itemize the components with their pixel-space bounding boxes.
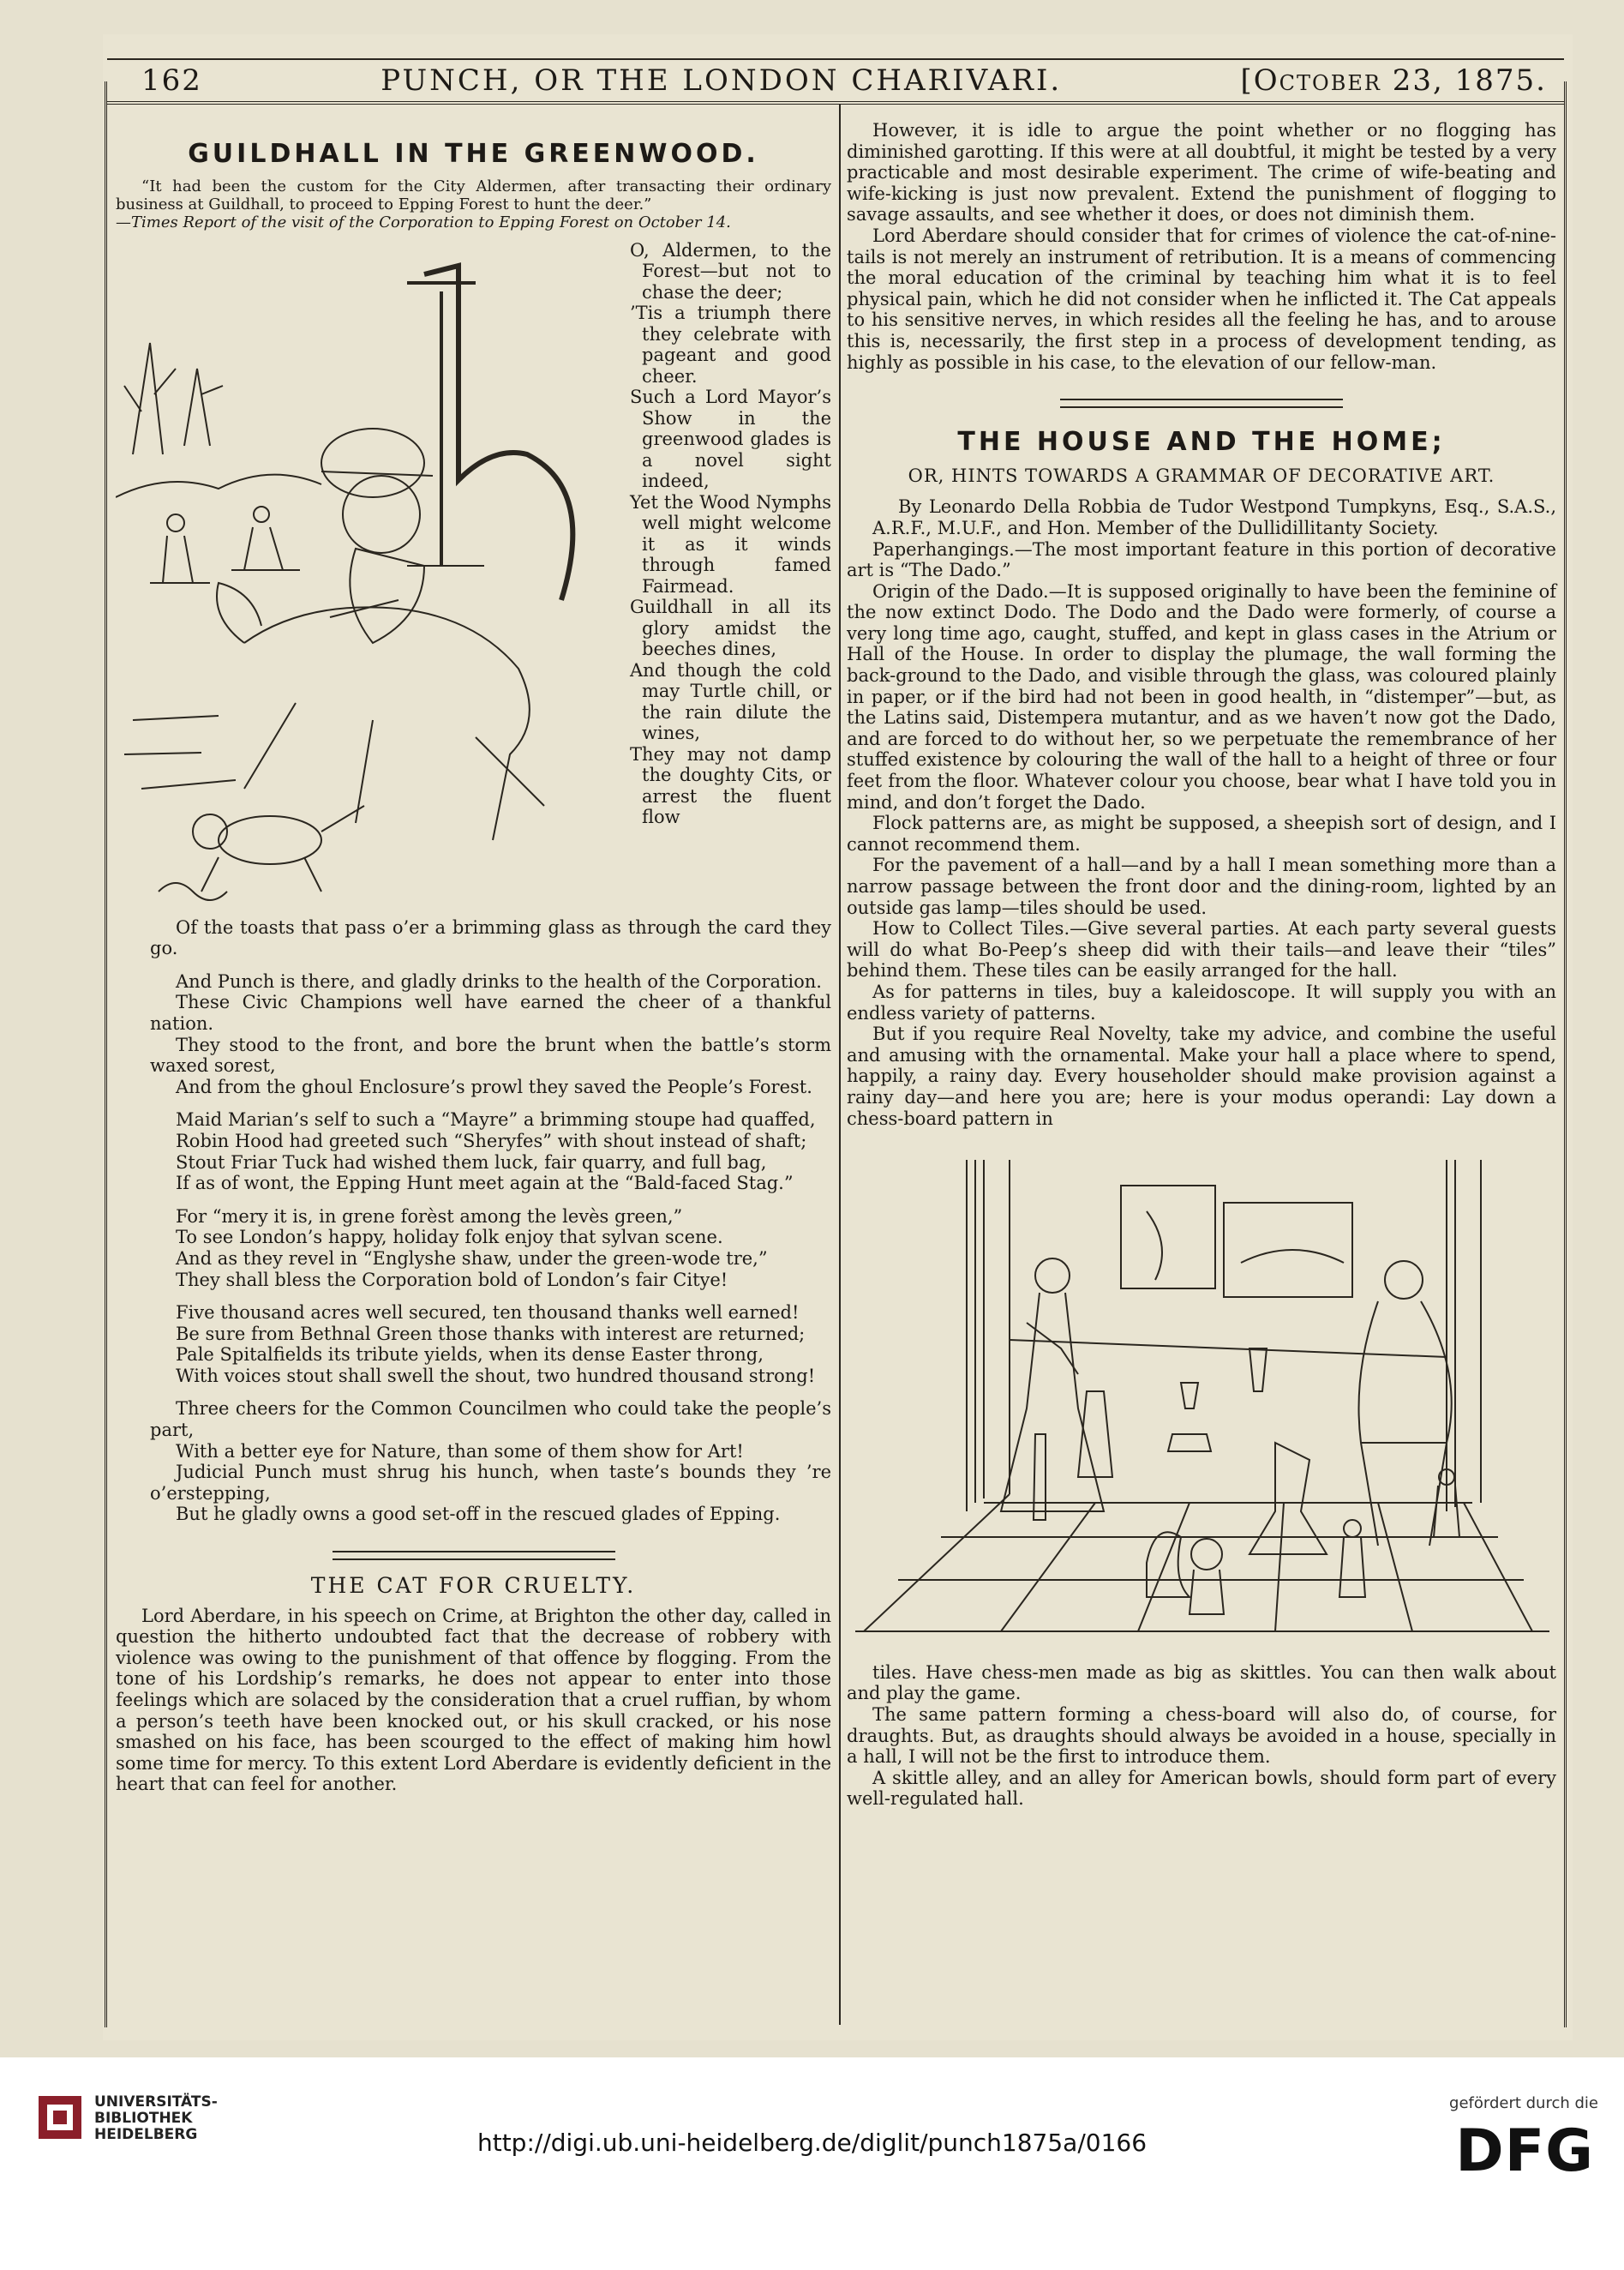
- cat-paragraph: However, it is idle to argue the point whether or no flogging has diminished garotting. If this were at all doubtful, it might be tested by a very practicable and most desirable experiment. The crime of wife-beating and wife-kicking is just now prevalent. Extend the punishment of flogging to savage assaults, and see whether it does, or does not diminish them.: [847, 120, 1556, 225]
- viewer-footer: [0, 2057, 1624, 2270]
- poem-line: If as of wont, the Epping Hunt meet again at the “Bald-faced Stag.”: [176, 1173, 794, 1194]
- poem-line: Robin Hood had greeted such “Sheryfes” with shout instead of shaft;: [176, 1130, 807, 1151]
- house-paragraph: For the pavement of a hall—and by a hall I mean something more than a narrow passage between the front door and the dining-room, lighted by an outside gas lamp—tiles should be used.: [847, 855, 1556, 918]
- hunting-illustration: [116, 240, 630, 917]
- house-paragraph: tiles. Have chess-men made as big as skittles. You can then walk about and play the game.: [847, 1661, 1556, 1704]
- house-paragraph: How to Collect Tiles.—Give several parties. At each party several guests will do what Bo-Peep’s sheep did with their tails—and leave their “tiles” behind them. These tiles can be easily arranged for the hall.: [847, 918, 1556, 982]
- poem-line: They may not damp the doughty Cits, or arrest the fluent flow: [630, 743, 831, 828]
- poem-stanza: [116, 1109, 831, 1193]
- chess-hall-illustration: [847, 1151, 1556, 1648]
- source-url-link[interactable]: http://digi.ub.uni-heidelberg.de/diglit/punch1875a/0166: [476, 2129, 1148, 2157]
- masthead: PUNCH, OR THE LONDON CHARIVARI.: [381, 63, 1063, 98]
- section-separator: [1060, 399, 1343, 408]
- logo-line: UNIVERSITÄTS-: [94, 2093, 218, 2111]
- poem-line: And as they revel in “Englyshe shaw, under the green-wode tre,”: [176, 1247, 768, 1269]
- column-divider: [839, 105, 841, 2025]
- poem-line: But he gladly owns a good set-off in the rescued glades of Epping.: [176, 1504, 781, 1525]
- poem-line: Judicial Punch must shrug his hunch, when taste’s bounds they ’re o’erstepping,: [150, 1462, 831, 1504]
- house-byline: By Leonardo Della Robbia de Tudor Westpond Tumpkyns, Esq., S.A.S., A.R.F., M.U.F., and Hon. Member of the Dullidillitanty Society.: [872, 496, 1556, 538]
- issue-date: [October 23, 1875.: [1240, 63, 1547, 98]
- poem-line: And Punch is there, and gladly drinks to the health of the Corporation.: [176, 970, 822, 992]
- poem-line: O, Aldermen, to the Forest—but not to chase the deer;: [630, 239, 831, 303]
- poem-line: Such a Lord Mayor’s Show in the greenwood glades is a novel sight indeed,: [630, 387, 831, 492]
- house-subtitle: OR, HINTS TOWARDS A GRAMMAR OF DECORATIVE ART.: [908, 465, 1495, 486]
- poem-line: Guildhall in all its glory amidst the beeches dines,: [630, 597, 831, 660]
- poem-line: Three cheers for the Common Councilmen who could take the people’s part,: [150, 1398, 831, 1441]
- guildhall-epigraph-source: —Times Report of the visit of the Corporation to Epping Forest on October 14.: [116, 213, 731, 231]
- poem-line: Stout Friar Tuck had wished them luck, fair quarry, and full bag,: [176, 1151, 767, 1173]
- section-separator: [333, 1551, 615, 1560]
- poem-line: With a better eye for Nature, than some of them show for Art!: [176, 1440, 744, 1462]
- poem-line: Pale Spitalfields its tribute yields, when its dense Easter throng,: [176, 1344, 764, 1366]
- cat-paragraph: Lord Aberdare should consider that for crimes of violence the cat-of-nine-tails is not merely an instrument of retribution. It is a means of commencing the moral education of the criminal by teaching him what it is to feel physical pain, which he did not consider when he inflicted it. The Cat appeals to his sensitive nerves, in which resides all the feeling he has, and to arouse this is, necessarily, the first step in a process of development tending, as highly as possible in his case, to the elevation of our fellow-man.: [847, 225, 1556, 373]
- poem-stanza: [116, 1398, 831, 1525]
- logo-line: HEIDELBERG: [94, 2126, 198, 2143]
- poem-line: They shall bless the Corporation bold of London’s fair Citye!: [176, 1269, 728, 1290]
- poem-line: Of the toasts that pass o’er a brimming glass as through the card they go.: [150, 916, 831, 959]
- left-column: [116, 120, 831, 1795]
- guildhall-title: GUILDHALL IN THE GREENWOOD.: [188, 139, 759, 169]
- house-paragraph: As for patterns in tiles, buy a kaleidoscope. It will supply you with an endless variety of patterns.: [847, 981, 1556, 1024]
- poem-line: Be sure from Bethnal Green those thanks with interest are returned;: [176, 1323, 806, 1344]
- house-paragraph: Origin of the Dado.—It is supposed originally to have been the feminine of the now extinct Dodo. The Dodo and the Dado were formerly, of course a very long time ago, caught, stuffed, and kept in glass cases in the Atrium or Hall of the House. In order to display the plumage, the wall forming the back-ground to the Dado, and visible through the glass, was coloured plainly in paper, or if the bird had not been in good health, in “distemper”—but, as the Latins said, Distempera mutantur, and as we haven’t now got the Dado, and are forced to do without her, so we perpetuate the remembrance of her stuffed existence by colouring the wall of the hall to a height of three or four feet from the floor. Whatever colour you choose, bear what I have told you in mind, and don’t forget the Dado.: [847, 580, 1556, 813]
- poem-stanza: [116, 1302, 831, 1386]
- poem-line: Five thousand acres well secured, ten thousand thanks well earned!: [176, 1302, 800, 1324]
- house-paragraph: Paperhangings.—The most important feature in this portion of decorative art is “The Dado.”: [847, 538, 1556, 581]
- poem-line: And from the ghoul Enclosure’s prowl they saved the People’s Forest.: [176, 1076, 812, 1097]
- poem-line: To see London’s happy, holiday folk enjoy that sylvan scene.: [176, 1227, 723, 1248]
- poem-line: For “mery it is, in grene forèst among the levès green,”: [176, 1205, 683, 1227]
- logo-line: BIBLIOTHEK: [94, 2110, 193, 2127]
- house-paragraph: The same pattern forming a chess-board will also do, of course, for draughts. But, as draughts should always be avoided in a house, specially in a hall, I will not be the first to introduce them.: [847, 1703, 1556, 1768]
- poem-line: Yet the Wood Nymphs well might welcome it as it winds through famed Fairmead.: [630, 491, 831, 597]
- poem-side-lines: [630, 240, 831, 917]
- cat-title: THE CAT FOR CRUELTY.: [310, 1573, 637, 1599]
- guildhall-epigraph: “It had been the custom for the City Aldermen, after transacting their ordinary business at Guildhall, to proceed to Epping Forest to hunt the deer.”: [116, 177, 831, 213]
- cat-paragraph: Lord Aberdare, in his speech on Crime, at Brighton the other day, called in question the hitherto undoubted fact that the decrease of robbery with violence was owing to the punishment of that offence by flogging. From the tone of his Lordship’s remarks, he does not appear to enter into those feelings which are solaced by the consideration that a cruel ruffian, by whom a person’s teeth have been knocked out, or his skull cracked, or his nose smashed on his face, has been scourged to the effect of making him howl some time for mercy. To this extent Lord Aberdare is evidently deficient in the heart that can feel for another.: [116, 1605, 831, 1795]
- house-paragraph: But if you require Real Novelty, take my advice, and combine the useful and amusing with the ornamental. Make your hall a place where to spend, happily, a rainy day. Every householder should make provision against a rainy day—and here you are; here is your modus operandi: Lay down a chess-board pattern in: [847, 1024, 1556, 1129]
- poem-with-illustration: [116, 240, 831, 917]
- poem-line: Maid Marian’s self to such a “Mayre” a brimming stoupe had quaffed,: [176, 1109, 816, 1131]
- sponsor-label: gefördert durch die: [1449, 2094, 1598, 2112]
- poem-line: And though the cold may Turtle chill, or the rain dilute the wines,: [630, 659, 831, 744]
- right-column: [847, 120, 1556, 1810]
- house-paragraph: Flock patterns are, as might be supposed, a sheepish sort of design, and I cannot recommend them.: [847, 813, 1556, 855]
- poem-stanza: [116, 971, 831, 1098]
- dfg-logo[interactable]: DFG: [1455, 2117, 1594, 2185]
- house-title: THE HOUSE AND THE HOME;: [957, 427, 1446, 458]
- poem-line: These Civic Champions well have earned the cheer of a thankful nation.: [150, 992, 831, 1034]
- poem-line: ’Tis a triumph there they celebrate with pageant and good cheer.: [630, 303, 831, 387]
- poem-line: They stood to the front, and bore the brunt when the battle’s storm waxed sorest,: [150, 1034, 831, 1077]
- poem-line: With voices stout shall swell the shout, two hundred thousand strong!: [176, 1365, 816, 1386]
- house-paragraph: A skittle alley, and an alley for American bowls, should form part of every well-regulated hall.: [847, 1767, 1556, 1810]
- poem-stanza: [116, 1206, 831, 1290]
- page-number: 162: [141, 63, 202, 98]
